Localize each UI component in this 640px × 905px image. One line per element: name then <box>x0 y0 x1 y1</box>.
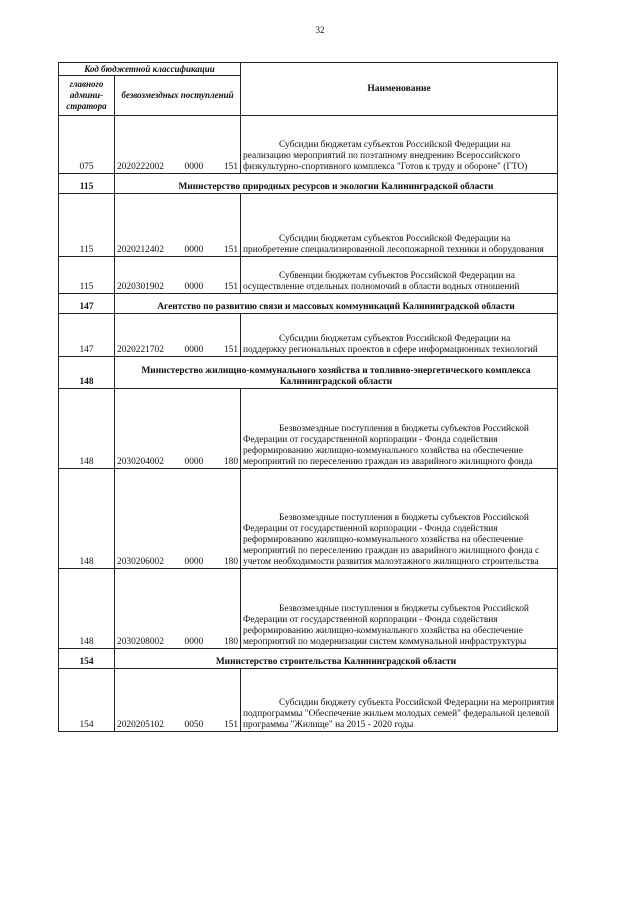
admin-code: 115 <box>59 257 115 294</box>
admin-code: 148 <box>59 389 115 469</box>
section-name: Министерство строительства Калининградской области <box>115 649 558 669</box>
receipts-code-c2: 0000 <box>184 345 204 355</box>
receipts-code-c3: 180 <box>223 557 238 567</box>
admin-code: 148 <box>59 569 115 649</box>
admin-code: 154 <box>59 669 115 732</box>
receipts-code-c1: 2030208002 <box>117 637 164 647</box>
admin-code: 115 <box>59 194 115 257</box>
table-body <box>59 116 558 732</box>
table-row <box>59 116 558 174</box>
item-name-text: Безвозмездные поступления в бюджеты субъектов Российской Федерации от государственной корпорации - Фонда содействия реформированию жилищно-коммунального хозяйства на обеспечение мероприятий по переселению граждан из аварийного жилищного фонда с учетом необходимости развития малоэтажного жилищного строительства <box>243 513 540 567</box>
section-name: Агентство по развитию связи и массовых коммуникаций Калининградской области <box>115 294 558 314</box>
table-row <box>59 314 558 357</box>
table-row <box>59 469 558 569</box>
item-name <box>241 116 558 174</box>
header-name: Наименование <box>241 63 558 116</box>
header-receipts: безвозмездных поступлений <box>115 76 241 116</box>
item-name-text: Субвенции бюджетам субъектов Российской Федерации на осуществление отдельных полномочий в области водных отношений <box>243 271 520 292</box>
receipts-code-c2: 0000 <box>184 557 204 567</box>
item-name-text: Субсидии бюджетам субъектов Российской Федерации на поддержку региональных проектов в сфере информационных технологий <box>243 334 538 355</box>
receipts-code-c3: 151 <box>223 345 238 355</box>
section-row <box>59 649 558 669</box>
table-row <box>59 669 558 732</box>
receipts-code-c3: 151 <box>223 282 238 292</box>
page-number: 32 <box>315 25 325 35</box>
table-row <box>59 389 558 469</box>
receipts-code <box>115 669 241 732</box>
receipts-code <box>115 314 241 357</box>
receipts-code-c3: 151 <box>223 245 238 255</box>
receipts-code-c1: 2020212402 <box>117 245 164 255</box>
admin-code: 147 <box>59 314 115 357</box>
section-row <box>59 357 558 389</box>
receipts-code-c3: 151 <box>223 162 238 172</box>
admin-code: 148 <box>59 469 115 569</box>
receipts-code-c1: 2020301902 <box>117 282 164 292</box>
item-name <box>241 257 558 294</box>
item-name <box>241 194 558 257</box>
item-name-text: Субсидии бюджету субъекта Российской Федерации на мероприятия подпрограммы "Обеспечение жильем молодых семей" федеральной целевой программы "Жилище" на 2015 - 2020 годы <box>243 698 555 730</box>
receipts-code <box>115 116 241 174</box>
item-name-text: Субсидии бюджетам субъектов Российской Федерации на реализацию мероприятий по поэтапному внедрению Всероссийского физкультурно-спортивного комплекса "Готов к труду и обороне" (ГТО) <box>243 140 528 172</box>
receipts-code-c2: 0000 <box>184 162 204 172</box>
receipts-code-c1: 2020205102 <box>117 720 164 730</box>
item-name <box>241 314 558 357</box>
receipts-code <box>115 389 241 469</box>
section-name: Министерство жилищно-коммунального хозяйства и топливно-энергетического комплекса Калининградской области <box>115 357 558 389</box>
receipts-code-c2: 0000 <box>184 282 204 292</box>
section-admin-code: 148 <box>59 357 115 389</box>
receipts-code-c1: 2020222002 <box>117 162 164 172</box>
item-name-text: Субсидии бюджетам субъектов Российской Федерации на приобретение специализированной лесопожарной техники и оборудования <box>243 234 544 255</box>
header-admin: главного админи-стратора <box>59 76 115 116</box>
receipts-code-c3: 180 <box>223 457 238 467</box>
section-admin-code: 115 <box>59 174 115 194</box>
receipts-code-c2: 0050 <box>184 720 204 730</box>
receipts-code-c1: 2020221702 <box>117 345 164 355</box>
section-name: Министерство природных ресурсов и экологии Калининградской области <box>115 174 558 194</box>
table-row <box>59 569 558 649</box>
receipts-code-c2: 0000 <box>184 457 204 467</box>
header-code-group: Код бюджетной классификации <box>59 63 241 76</box>
section-row <box>59 174 558 194</box>
table-row <box>59 194 558 257</box>
item-name-text: Безвозмездные поступления в бюджеты субъектов Российской Федерации от государственной корпорации - Фонда содействия реформированию жилищно-коммунального хозяйства на обеспечение мероприятий по переселению граждан из аварийного жилищного фонда <box>243 424 533 467</box>
section-row <box>59 294 558 314</box>
admin-code: 075 <box>59 116 115 174</box>
receipts-code-c1: 2030206002 <box>117 557 164 567</box>
section-admin-code: 147 <box>59 294 115 314</box>
item-name-text: Безвозмездные поступления в бюджеты субъектов Российской Федерации от государственной корпорации - Фонда содействия реформированию жилищно-коммунального хозяйства на обеспечение мероприятий по модернизации систем коммунальной инфраструктуры <box>243 604 529 647</box>
table-row <box>59 257 558 294</box>
item-name <box>241 389 558 469</box>
receipts-code-c3: 151 <box>223 720 238 730</box>
receipts-code <box>115 194 241 257</box>
item-name <box>241 669 558 732</box>
item-name <box>241 569 558 649</box>
section-admin-code: 154 <box>59 649 115 669</box>
receipts-code-c3: 180 <box>223 637 238 647</box>
receipts-code-c2: 0000 <box>184 245 204 255</box>
receipts-code <box>115 257 241 294</box>
receipts-code-c1: 2030204002 <box>117 457 164 467</box>
receipts-code-c2: 0000 <box>184 637 204 647</box>
budget-classification-table <box>58 62 558 732</box>
receipts-code <box>115 569 241 649</box>
receipts-code <box>115 469 241 569</box>
item-name <box>241 469 558 569</box>
